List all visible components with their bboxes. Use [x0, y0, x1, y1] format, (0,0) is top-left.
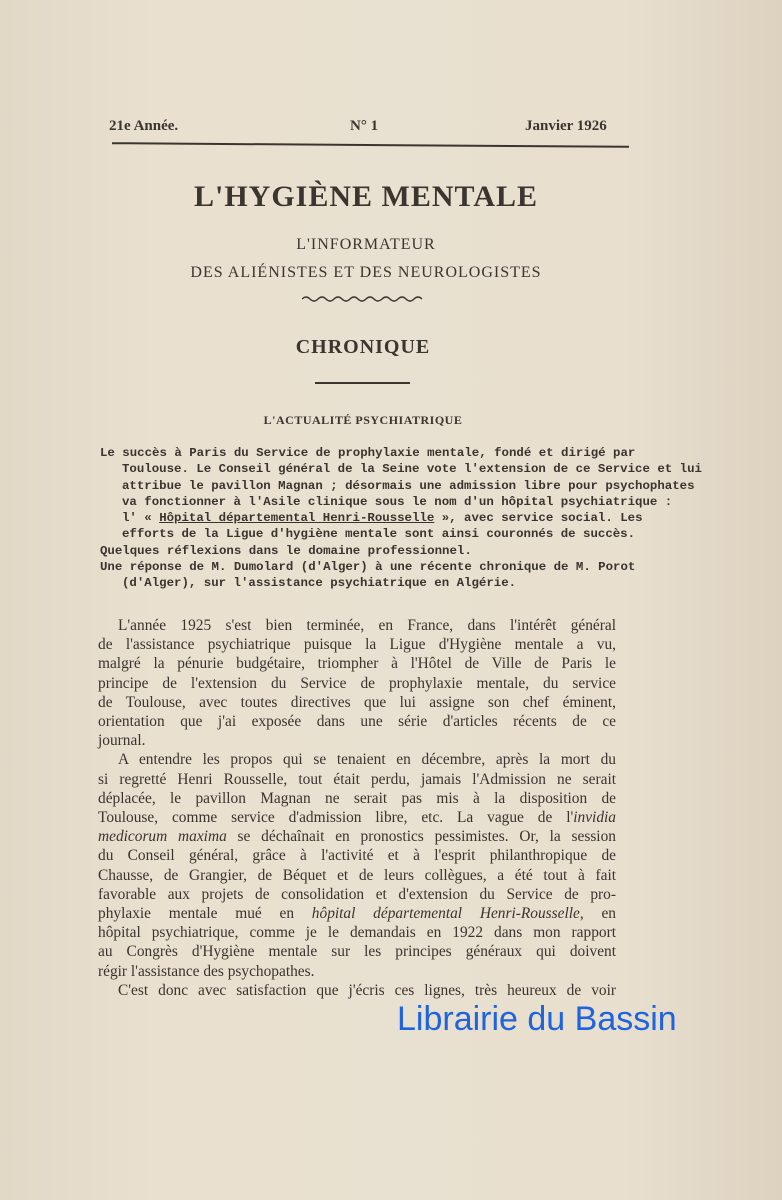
issue-date: Janvier 1926 [525, 118, 607, 134]
journal-title: L'HYGIÈNE MENTALE [194, 180, 538, 213]
article-body [98, 616, 616, 1000]
body-line [98, 904, 616, 923]
body-text: , en [579, 905, 616, 923]
watermark-text: Librairie du Bassin [397, 1000, 677, 1038]
summary-text: », avec service social. Les [434, 511, 643, 526]
summary-line: Quelques réflexions dans le domaine professionnel. [100, 543, 472, 558]
body-text: phylaxie mentale mué en [98, 905, 312, 923]
body-line: de l'assistance psychiatrique puisque la Ligue d'Hygiène mentale a vu, [98, 636, 616, 654]
body-line: journal. [98, 732, 146, 750]
summary-line: Une réponse de M. Dumolard (d'Alger) à une récente chronique de M. Porot [100, 560, 636, 575]
body-line: de Toulouse, avec toutes directives que lui assigne son chef éminent, [98, 693, 616, 711]
body-line: au Congrès d'Hygiène mentale sur les principes généraux qui doivent [98, 943, 616, 961]
body-line: du Conseil général, grâce à l'activité et à l'esprit philanthropique de [98, 847, 616, 865]
body-line: Chausse, de Grangier, de Béquet et de leurs collègues, a été tout à fait [98, 866, 616, 884]
quote-open: l' « [122, 511, 160, 526]
body-line: malgré la pénurie budgétaire, triompher à l'Hôtel de Ville de Paris le [98, 655, 616, 673]
body-line: hôpital psychiatrique, comme je le demandais en 1922 dans mon rapport [98, 924, 616, 942]
body-line: A entendre les propos qui se tenaient en décembre, après la mort du [118, 751, 616, 769]
body-line: si regretté Henri Rousselle, tout était perdu, jamais l'Admission ne serait [98, 770, 616, 788]
summary-block [100, 445, 702, 592]
body-line [98, 808, 616, 827]
body-line: régir l'assistance des psychopathes. [98, 962, 315, 980]
summary-line [100, 510, 643, 526]
section-rule [315, 382, 410, 384]
summary-line: (d'Alger), sur l'assistance psychiatrique en Algérie. [122, 576, 517, 591]
summary-line: Toulouse. Le Conseil général de la Seine vote l'extension de ce Service et lui [122, 462, 702, 477]
subsection-title: L'ACTUALITÉ PSYCHIATRIQUE [263, 413, 463, 427]
summary-line: attribue le pavillon Magnan ; désormais une admission libre pour psychophates [122, 478, 695, 493]
body-line: L'année 1925 s'est bien terminée, en France, dans l'intérêt général [118, 617, 616, 634]
hospital-name-italic: hôpital départemental Henri-Rousselle [311, 905, 580, 923]
issue-number: N° 1 [350, 118, 379, 134]
body-text: se déchaînait en pronostics pessimistes. Or, la session [226, 828, 616, 846]
journal-subtitle-2: DES ALIÉNISTES ET DES NEUROLOGISTES [190, 264, 542, 281]
body-line: orientation que j'ai exposée dans une série d'articles récents de ce [98, 713, 616, 731]
volume-year: 21e Année. [109, 118, 179, 134]
body-line: déplacée, le pavillon Magnan ne serait pas mis à la disposition de [98, 789, 616, 807]
ornament-wave [302, 294, 426, 304]
latin-phrase: medicorum maxima [98, 828, 227, 846]
body-line [98, 827, 616, 846]
body-line: favorable aux projets de consolidation et d'extension du Service de pro- [98, 885, 616, 903]
hospital-name: Hôpital départemental Henri-Rousselle [159, 511, 435, 526]
summary-line: va fonctionner à l'Asile clinique sous le nom d'un hôpital psychiatrique : [122, 494, 673, 509]
latin-phrase: invidia [573, 809, 616, 827]
summary-line: Le succès à Paris du Service de prophylaxie mentale, fondé et dirigé par [100, 446, 636, 460]
journal-subtitle-1: L'INFORMATEUR [296, 236, 436, 253]
section-title: CHRONIQUE [295, 336, 431, 358]
body-line: principe de l'extension du Service de prophylaxie mentale, du service [98, 674, 616, 692]
body-text: Toulouse, comme service d'admission libre, etc. La vague de l' [98, 809, 574, 827]
body-line: C'est donc avec satisfaction que j'écris ces lignes, très heureux de voir [118, 981, 616, 999]
summary-line: efforts de la Ligue d'hygiène mentale sont ainsi couronnés de succès. [122, 527, 636, 542]
